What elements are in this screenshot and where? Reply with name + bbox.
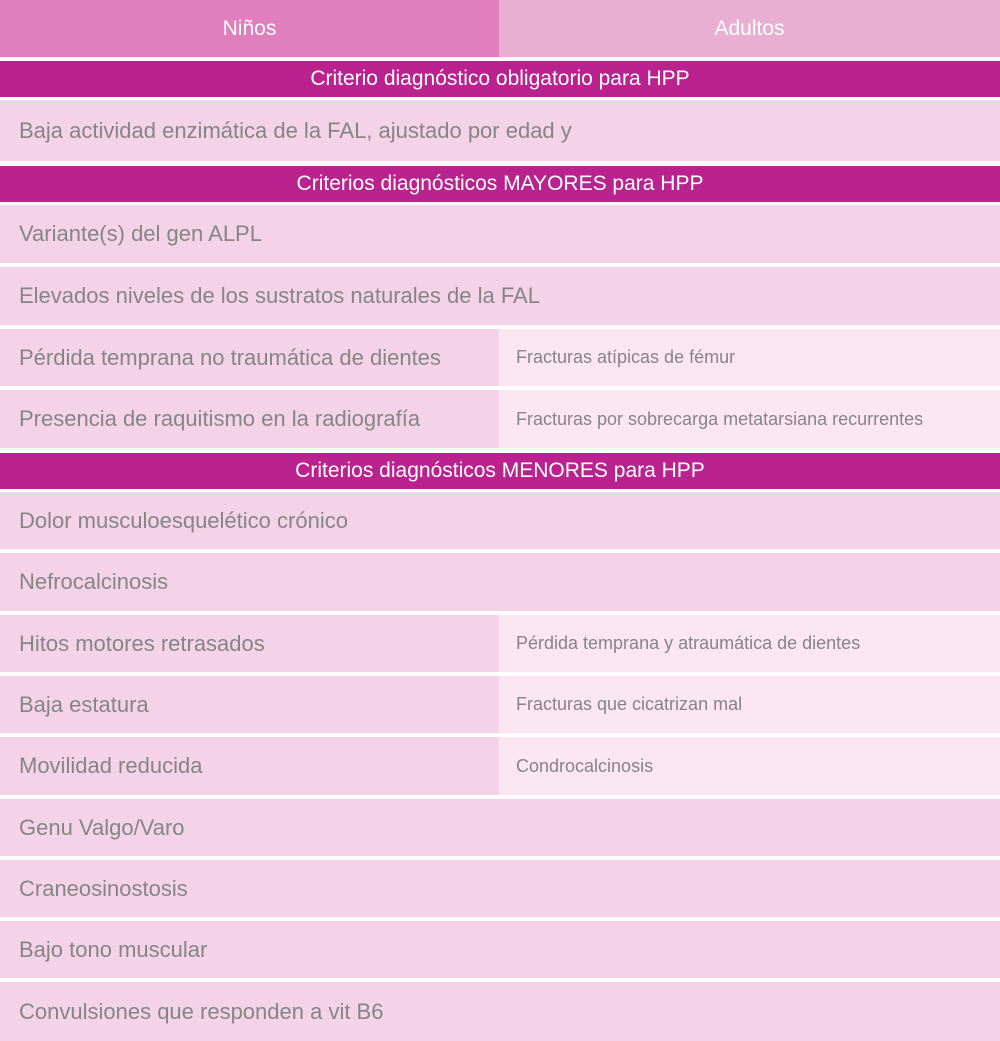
criterion-adultos: Fracturas por sobrecarga metatarsiana recurrentes (499, 390, 1000, 448)
criterion-full: Elevados niveles de los sustratos naturales de la FAL (0, 267, 1000, 325)
table-row (0, 267, 1000, 325)
criterion-ninos: Baja estatura (0, 676, 499, 733)
table-row (0, 860, 1000, 917)
table-row (0, 737, 1000, 795)
table-row (0, 676, 1000, 733)
table-row (0, 799, 1000, 856)
table-row (0, 390, 1000, 448)
section-obligatorio: Criterio diagnóstico obligatorio para HPP (0, 61, 1000, 97)
header-adultos: Adultos (499, 0, 1000, 57)
criterion-adultos: Fracturas atípicas de fémur (499, 329, 1000, 386)
criterion-ninos: Pérdida temprana no traumática de dientes (0, 329, 499, 386)
criterion-full: Bajo tono muscular (0, 921, 1000, 978)
section-menores: Criterios diagnósticos MENORES para HPP (0, 453, 1000, 489)
criterion-full: Variante(s) del gen ALPL (0, 205, 1000, 263)
criterion-ninos: Movilidad reducida (0, 737, 499, 795)
table-row (0, 100, 1000, 161)
criterion-full: Dolor musculoesquelético crónico (0, 492, 1000, 549)
table-row (0, 492, 1000, 549)
table-row (0, 205, 1000, 263)
table-row (0, 553, 1000, 611)
header-ninos: Niños (0, 0, 499, 57)
criterion-adultos: Condrocalcinosis (499, 737, 1000, 795)
criterion-ninos: Presencia de raquitismo en la radiografía (0, 390, 499, 448)
table-row (0, 615, 1000, 672)
section-mayores: Criterios diagnósticos MAYORES para HPP (0, 166, 1000, 202)
table-row (0, 982, 1000, 1041)
table-header (0, 0, 1000, 57)
criterion-full: Craneosinostosis (0, 860, 1000, 917)
criterion-full: Genu Valgo/Varo (0, 799, 1000, 856)
table-row (0, 329, 1000, 386)
criterion-full: Convulsiones que responden a vit B6 (0, 982, 1000, 1041)
criterion-adultos: Pérdida temprana y atraumática de dientes (499, 615, 1000, 672)
criterion-full: Baja actividad enzimática de la FAL, ajustado por edad y (0, 100, 1000, 161)
criterion-full: Nefrocalcinosis (0, 553, 1000, 611)
table-row (0, 921, 1000, 978)
criterion-ninos: Hitos motores retrasados (0, 615, 499, 672)
criterion-adultos: Fracturas que cicatrizan mal (499, 676, 1000, 733)
